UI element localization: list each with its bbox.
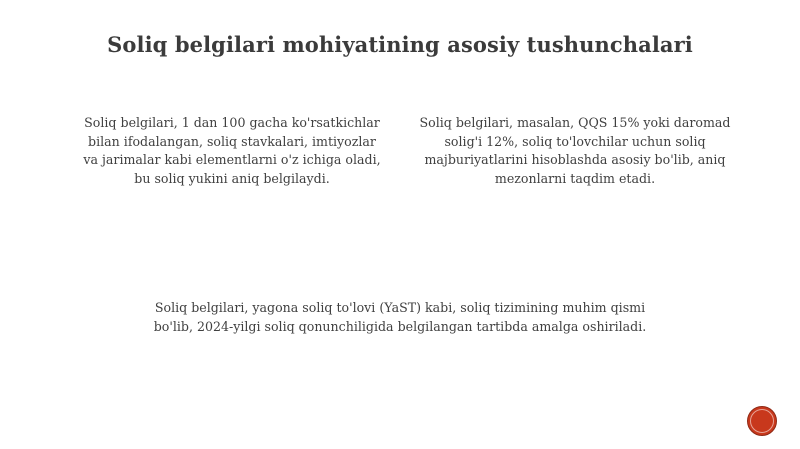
nav-button-ring	[750, 409, 774, 433]
slide-title: Soliq belgilari mohiyatining asosiy tushunchalari	[107, 32, 693, 57]
text-block-bottom: Soliq belgilari, yagona soliq to'lovi (YaST) kabi, soliq tizimining muhim qismi bo'lib, 2024-yilgi soliq qonunchiligida belgilangan tartibda amalga oshiriladi.	[153, 300, 647, 334]
text-block-left: Soliq belgilari, 1 dan 100 gacha ko'rsatkichlar bilan ifodalangan, soliq stavkalari, imtiyozlar va jarimalar kabi elementlarni o'z ichiga oladi, bu soliq yukini aniq belgilaydi.	[83, 115, 381, 186]
text-block-right: Soliq belgilari, masalan, QQS 15% yoki daromad solig'i 12%, soliq to'lovchilar uchun soliq majburiyatlarini hisoblashda asosiy bo'lib, aniq mezonlarni taqdim etadi.	[419, 115, 731, 186]
circle-nav-button-icon[interactable]	[747, 406, 777, 436]
